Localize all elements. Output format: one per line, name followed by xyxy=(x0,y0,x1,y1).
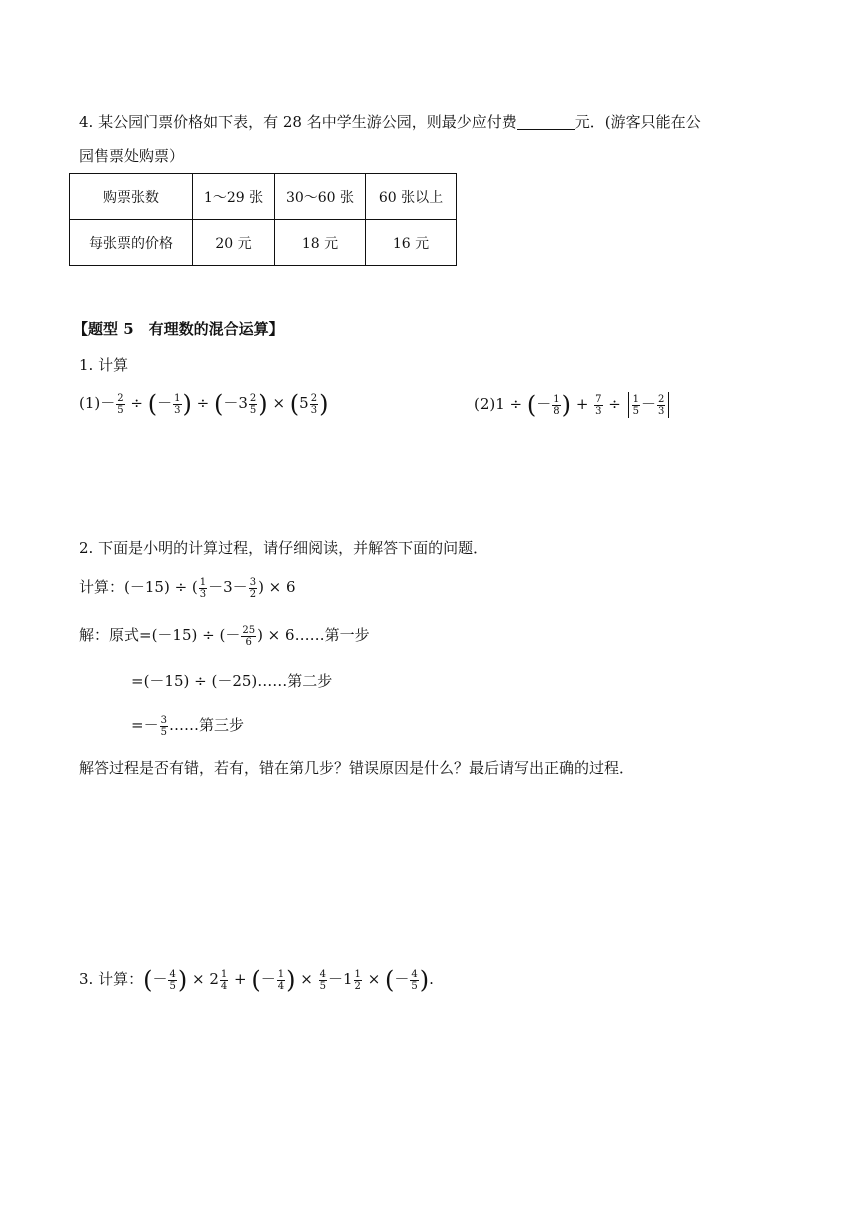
p2-solution-step3: =－ $\frac{3}{5}$ ……第三步 xyxy=(131,714,244,738)
p1-expr1: (1)－ $\frac{2}{5}$ ÷ (－ $\frac{1}{3}$ ) ÷ (－3 $\frac{2}{5}$ ) × (5 $\frac{2}{3}$ ) xyxy=(79,390,329,418)
p2-intro: 2. 下面是小明的计算过程，请仔细阅读，并解答下面的问题． xyxy=(79,539,489,557)
p1-expr2: (2)1 ÷ (－ $\frac{1}{8}$ ) + $\frac{7}{3}$ ÷ $\frac{1}{5}$ － $\frac{2}{3}$ xyxy=(474,392,671,418)
p2-solution-step2 xyxy=(131,670,332,691)
fraction: $\frac{1}{4}$ xyxy=(220,968,228,992)
table-cell: 20 元 xyxy=(193,220,275,266)
p2-question: 解答过程是否有错，若有，错在第几步？错误原因是什么？最后请写出正确的过程． xyxy=(79,759,635,777)
table-cell: 16 元 xyxy=(366,220,457,266)
fraction: $\frac{1}{3}$ xyxy=(199,576,207,600)
solution-label: 解：原式= xyxy=(79,626,152,644)
fraction: $\frac{7}{3}$ xyxy=(595,393,602,417)
q4-text-after: 元．(游客只能在公 xyxy=(574,113,701,131)
fraction: $\frac{2}{3}$ xyxy=(310,392,318,416)
calc-label: 计算： xyxy=(79,578,125,596)
table-row xyxy=(70,220,457,266)
table-cell: 30～60 张 xyxy=(275,174,366,220)
fraction: $\frac{3}{2}$ xyxy=(249,576,257,600)
q4-text-before: 4. 某公园门票价格如下表，有 28 名中学生游公园，则最少应付费 xyxy=(79,113,517,131)
table-cell: 18 元 xyxy=(275,220,366,266)
fraction: $\frac{4}{5}$ xyxy=(411,968,418,992)
step-expr: =(－15) ÷ (－25) xyxy=(131,672,258,690)
section-title: 【题型 5 有理数的混合运算】 xyxy=(73,320,284,338)
expr-label: (2) xyxy=(474,395,496,413)
step-note: ……第二步 xyxy=(257,672,333,690)
table-cell: 购票张数 xyxy=(70,174,193,220)
p3-label: 3. 计算： xyxy=(79,970,144,988)
fraction: $\frac{4}{5}$ xyxy=(169,968,176,992)
fraction: $\frac{3}{5}$ xyxy=(160,714,167,738)
fraction: $\frac{1}{2}$ xyxy=(354,968,361,992)
fraction: $\frac{25}{6}$ xyxy=(242,624,256,648)
fraction: $\frac{2}{5}$ xyxy=(249,392,257,416)
q4-line1 xyxy=(79,111,701,133)
fraction: $\frac{1}{5}$ xyxy=(632,393,640,417)
fraction: $\frac{4}{5}$ xyxy=(319,968,326,992)
step-note: ……第一步 xyxy=(294,626,370,644)
expr-label: (1) xyxy=(79,394,101,412)
step-note: ……第三步 xyxy=(168,716,244,734)
price-table xyxy=(69,173,457,266)
fraction: $\frac{2}{5}$ xyxy=(117,392,124,416)
table-cell: 1～29 张 xyxy=(193,174,275,220)
table-cell: 60 张以上 xyxy=(366,174,457,220)
table-cell: 每张票的价格 xyxy=(70,220,193,266)
fraction: $\frac{1}{8}$ xyxy=(553,393,560,417)
fraction: $\frac{1}{4}$ xyxy=(277,968,285,992)
p2-calc: 计算：(－15) ÷ ( $\frac{1}{3}$ －3－ $\frac{3}{2}$ ) × 6 xyxy=(79,576,296,600)
p1-label: 1. 计算 xyxy=(79,356,129,374)
q4-line2: 园售票处购票） xyxy=(79,147,185,165)
table-row xyxy=(70,174,457,220)
p3-expr: 3. 计算：(－ $\frac{4}{5}$ ) × 2 $\frac{1}{4}$ + (－ $\frac{1}{4}$ ) × $\frac{4}{5}$ －1 $\frac{1}{2}$ × (－ $\frac{4}{5}$ ). xyxy=(79,966,434,994)
fraction: $\frac{2}{3}$ xyxy=(658,393,665,417)
p2-solution-step1: 解：原式=(－15) ÷ (－ $\frac{25}{6}$ ) × 6……第一步 xyxy=(79,624,370,648)
fraction: $\frac{1}{3}$ xyxy=(174,392,181,416)
answer-blank[interactable] xyxy=(517,113,575,130)
